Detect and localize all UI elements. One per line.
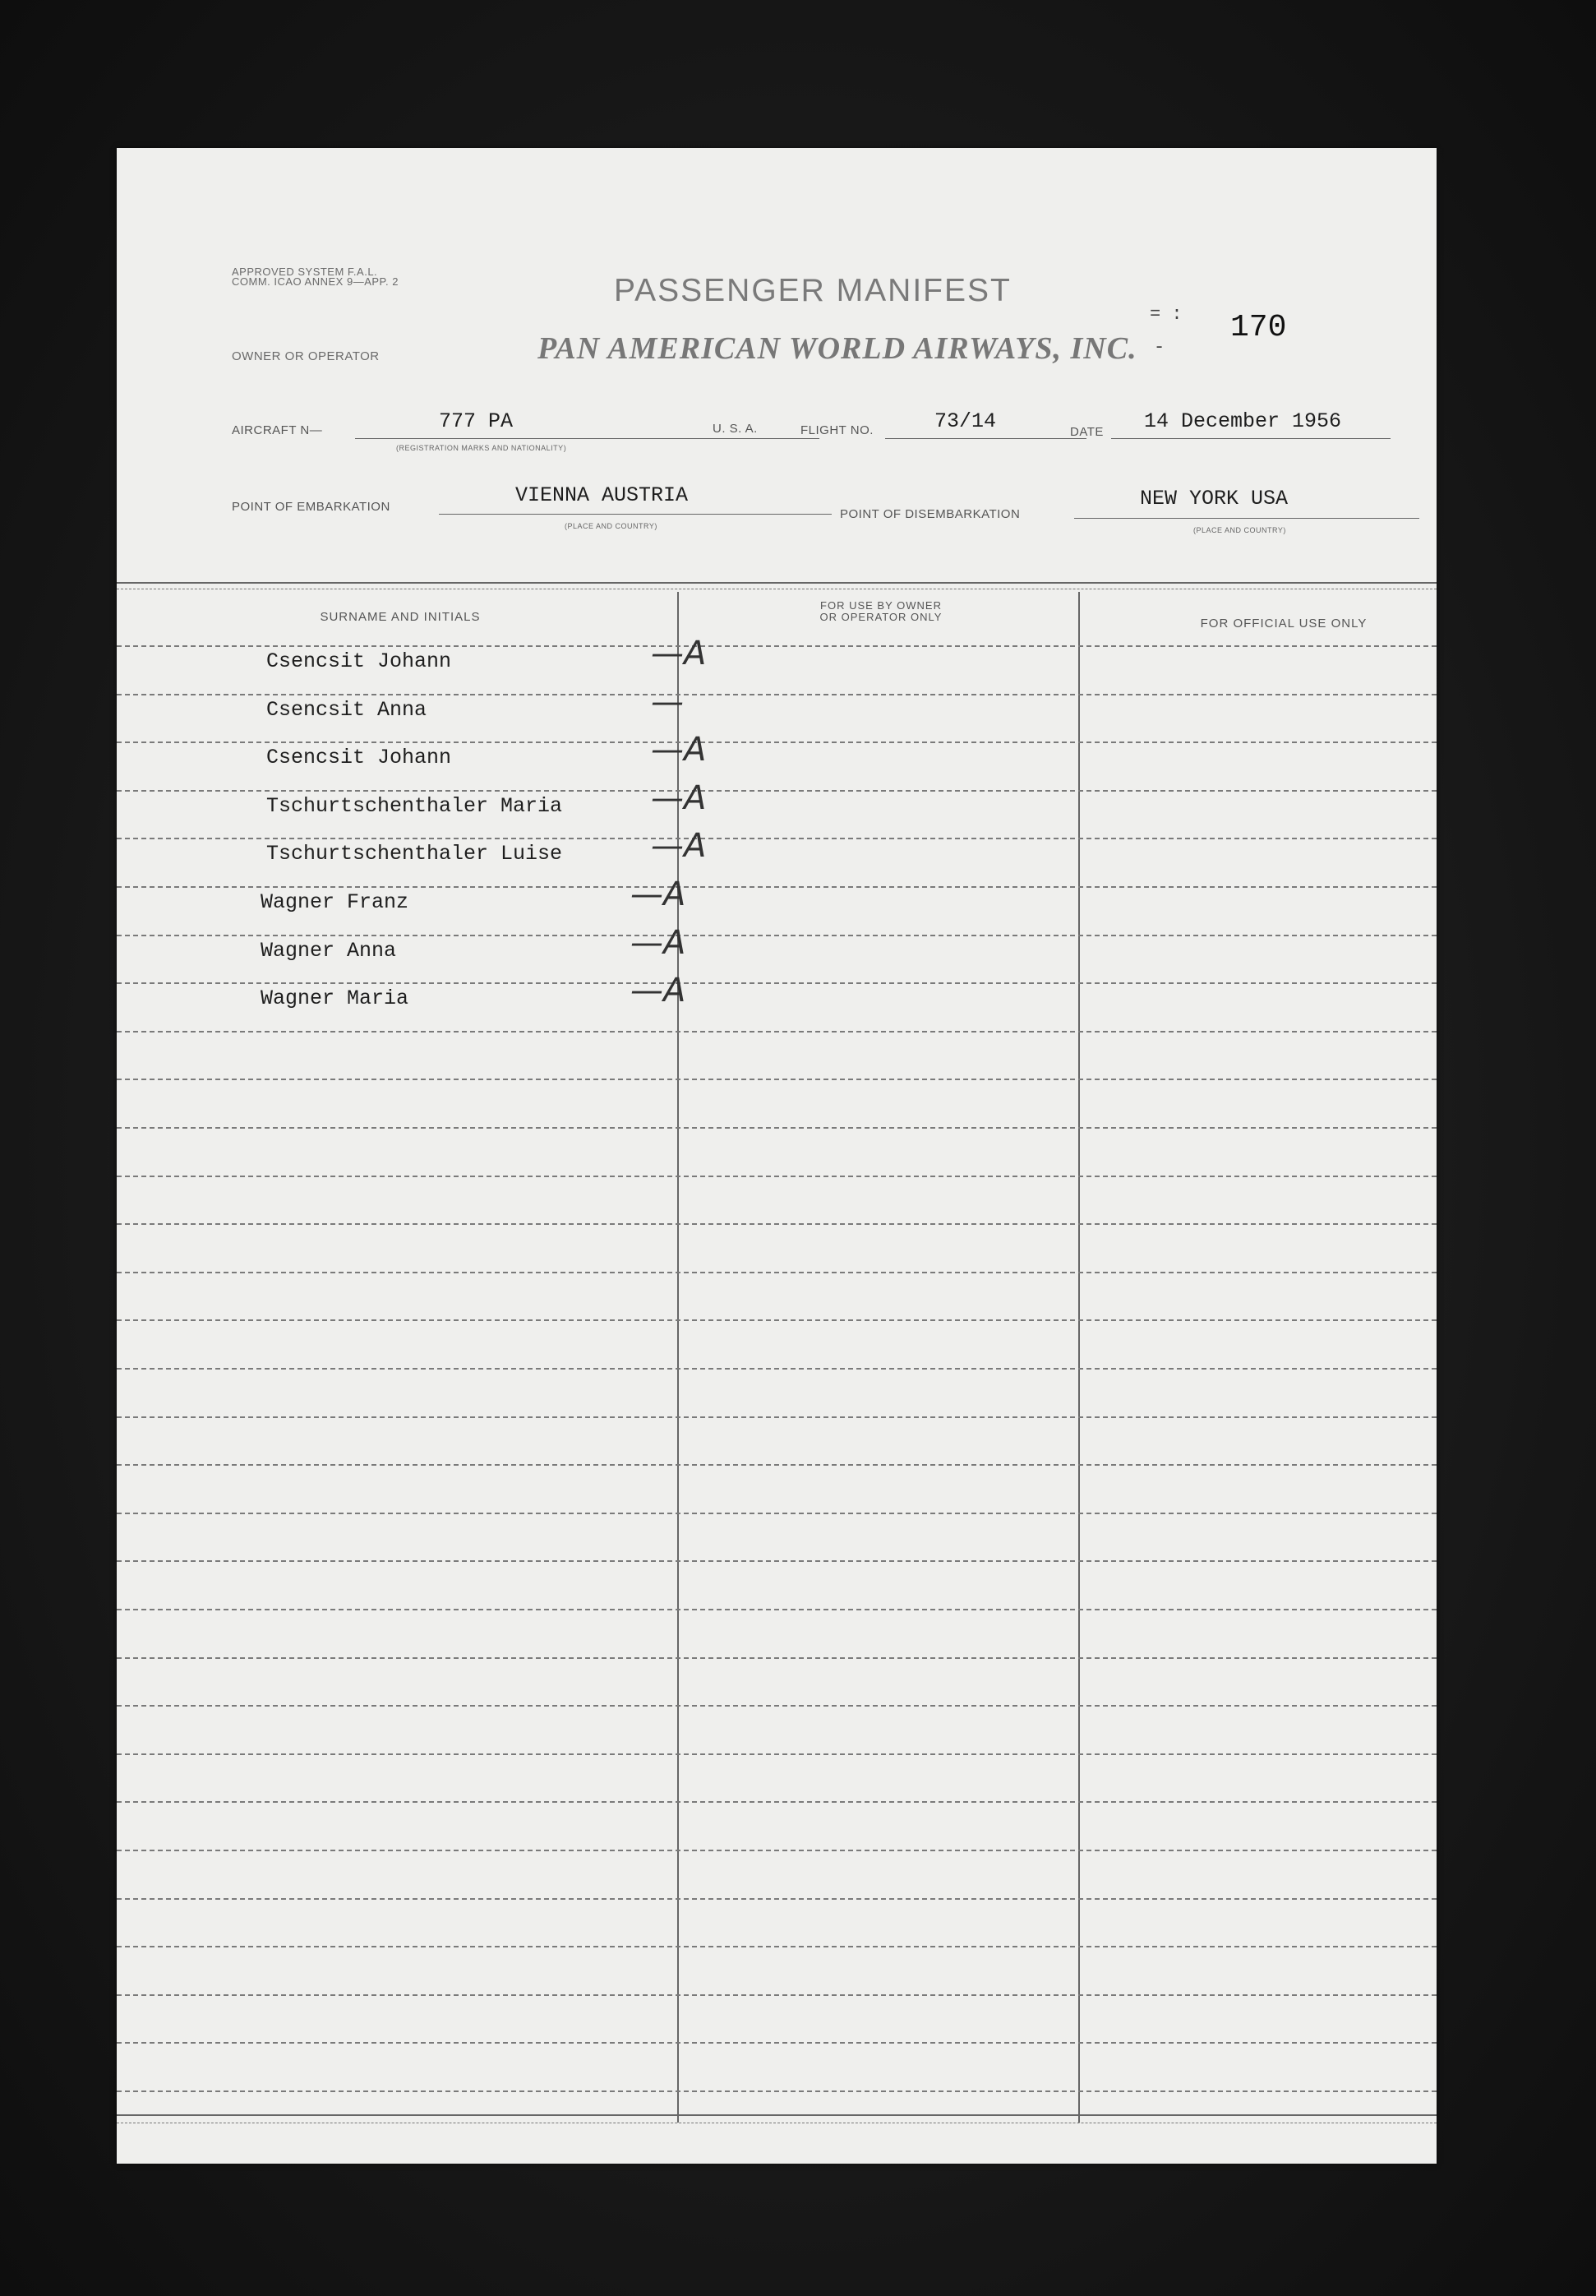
- disembarkation-note: (PLACE AND COUNTRY): [1193, 526, 1286, 534]
- handwritten-mark: —A: [651, 827, 707, 866]
- column-header-official-use: FOR OFFICIAL USE ONLY: [1200, 617, 1368, 631]
- ruled-line: [117, 1368, 1437, 1370]
- ruled-line: [117, 1079, 1437, 1080]
- ruled-line: [117, 982, 1437, 984]
- flight-underline: [885, 438, 1086, 439]
- flight-value: 73/14: [934, 409, 997, 433]
- ruled-line: [117, 1946, 1437, 1947]
- date-underline: [1111, 438, 1391, 439]
- handwritten-mark: —A: [651, 778, 707, 817]
- ruled-line: [117, 741, 1437, 743]
- ruled-line: [117, 1127, 1437, 1129]
- ruled-line: [117, 1223, 1437, 1225]
- ruled-line: [117, 886, 1437, 888]
- column-header-surname: SURNAME AND INITIALS: [320, 610, 481, 624]
- ruled-line: [117, 1319, 1437, 1321]
- ruled-line: [117, 1513, 1437, 1514]
- embarkation-note: (PLACE AND COUNTRY): [565, 522, 657, 530]
- flight-label: FLIGHT NO.: [800, 423, 874, 437]
- embarkation-label: POINT OF EMBARKATION: [232, 500, 390, 514]
- operator-name: PAN AMERICAN WORLD AIRWAYS, INC.: [537, 331, 1137, 366]
- aircraft-underline: [355, 438, 819, 439]
- ruled-line: [117, 1176, 1437, 1177]
- table-bottom-rule: [117, 2114, 1437, 2116]
- handwritten-mark: —: [651, 682, 684, 721]
- embarkation-underline: [439, 514, 832, 515]
- column-header-owner-use: [774, 600, 988, 623]
- column-divider-2: [1078, 592, 1080, 2123]
- corner-mark: = :: [1150, 304, 1183, 325]
- handwritten-mark: —A: [630, 875, 686, 913]
- passenger-name: Csencsit Johann: [266, 649, 452, 673]
- ruled-line: [117, 2090, 1437, 2092]
- embarkation-value: VIENNA AUSTRIA: [515, 483, 689, 507]
- owner-use-line-2: OR OPERATOR ONLY: [819, 611, 943, 623]
- passenger-name: Wagner Anna: [261, 938, 397, 963]
- ruled-line: [117, 1801, 1437, 1803]
- passenger-name: Csencsit Anna: [266, 697, 427, 722]
- handwritten-mark: —A: [630, 923, 686, 962]
- ruled-line: [117, 1850, 1437, 1851]
- ruled-line: [117, 1031, 1437, 1033]
- form-title: PASSENGER MANIFEST: [614, 273, 1012, 308]
- ruled-line: [117, 1705, 1437, 1707]
- handwritten-mark: —A: [651, 635, 707, 672]
- table-top-rule: [117, 582, 1437, 584]
- disembarkation-underline: [1074, 518, 1419, 519]
- ruled-line: [117, 935, 1437, 936]
- ruled-line: [117, 1609, 1437, 1610]
- ruled-line: [117, 1416, 1437, 1418]
- date-label: DATE: [1070, 425, 1104, 439]
- ruled-line: [117, 790, 1437, 792]
- ruled-line: [117, 1898, 1437, 1900]
- passenger-name: Wagner Maria: [261, 986, 409, 1011]
- owner-use-line-1: FOR USE BY OWNER: [820, 599, 942, 612]
- ruled-line: [117, 1560, 1437, 1562]
- country-label: U. S. A.: [713, 422, 758, 436]
- manifest-sheet: [117, 148, 1437, 2164]
- ruled-line: [117, 1753, 1437, 1755]
- disembarkation-value: NEW YORK USA: [1140, 487, 1289, 510]
- ruled-line: [117, 2042, 1437, 2044]
- passenger-name: Tschurtschenthaler Luise: [266, 842, 563, 866]
- owner-label: OWNER OR OPERATOR: [232, 349, 380, 363]
- aircraft-value: 777 PA: [439, 409, 514, 433]
- page-number: 170: [1230, 310, 1287, 345]
- ruled-line: [117, 1464, 1437, 1466]
- handwritten-mark: —A: [630, 972, 686, 1010]
- ruled-line: [117, 645, 1437, 647]
- passenger-name: Csencsit Johann: [266, 746, 452, 770]
- ruled-line: [117, 1657, 1437, 1659]
- column-divider-1: [677, 592, 679, 2123]
- registration-note: (REGISTRATION MARKS AND NATIONALITY): [396, 444, 567, 452]
- passenger-name: Wagner Franz: [261, 890, 409, 914]
- date-value: 14 December 1956: [1144, 409, 1342, 433]
- aircraft-label: AIRCRAFT N—: [232, 423, 323, 437]
- corner-dash: -: [1154, 337, 1165, 358]
- ruled-line: [117, 1272, 1437, 1273]
- ruled-line: [117, 694, 1437, 695]
- passenger-name: Tschurtschenthaler Maria: [266, 793, 563, 818]
- approval-note: APPROVED SYSTEM F.A.L. COMM. ICAO ANNEX 9—APP. 2: [232, 266, 399, 288]
- ruled-line: [117, 1994, 1437, 1996]
- ruled-line: [117, 838, 1437, 839]
- disembarkation-label: POINT OF DISEMBARKATION: [840, 507, 1021, 521]
- handwritten-mark: —A: [651, 731, 707, 769]
